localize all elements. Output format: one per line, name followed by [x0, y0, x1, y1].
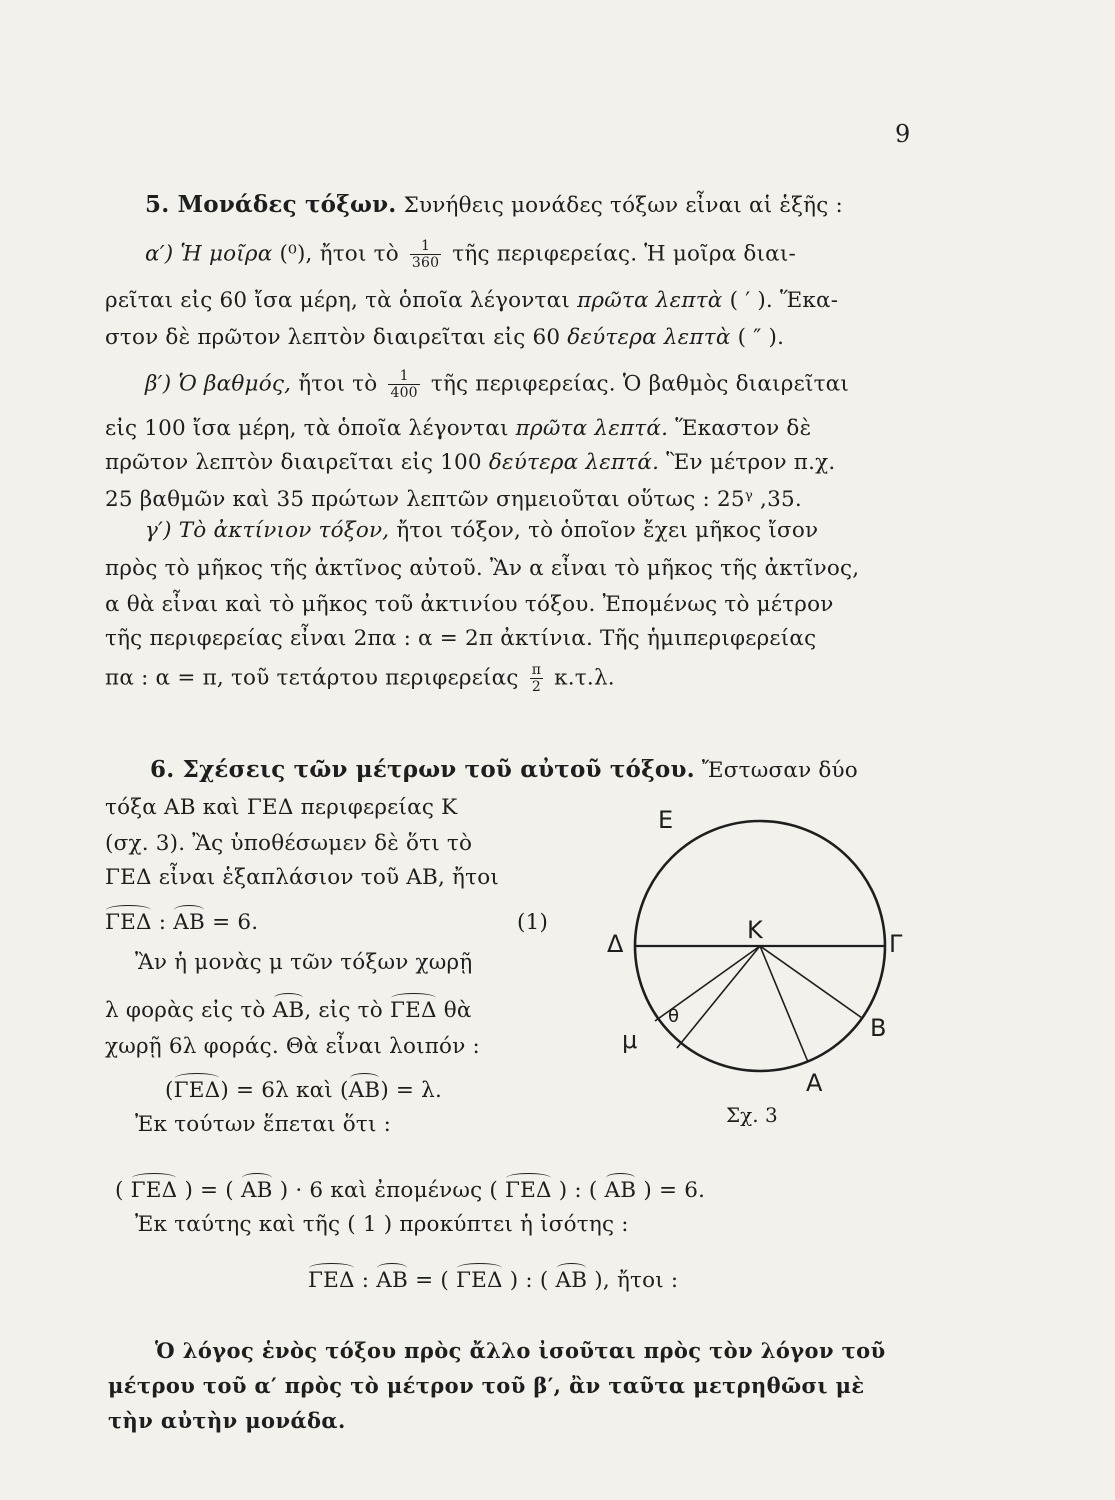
label-mu: μ	[622, 1026, 638, 1054]
fraction-pi-2: $\frac{\pi}{2}$	[531, 662, 542, 696]
section-6-line-1: 6. Σχέσεις τῶν μέτρων τοῦ αὐτοῦ τόξου. Ἔστωσαν δύο	[150, 756, 858, 783]
figure-3-diagram	[590, 800, 920, 1140]
label-E: Ε	[658, 806, 674, 834]
page-number: 9	[895, 120, 911, 148]
unit-grad-line-1: β′) Ὁ βαθμός, ἤτοι τὸ $\frac{1}{400}$ τῆς περιφερείας. Ὁ βαθμὸς διαιρεῖται	[145, 368, 850, 402]
section-6-line-4: ΓΕΔ εἶναι ἑξαπλάσιον τοῦ ΑΒ, ἤτοι	[105, 865, 500, 890]
equation-3: ( ΓΕΔ ) = ( ΑΒ ) · 6 καὶ ἐπομένως ( ΓΕΔ ) : ( ΑΒ ) = 6.	[115, 1178, 706, 1203]
section-5-intro: Συνήθεις μονάδες τόξων εἶναι αἱ ἑξῆς :	[403, 193, 843, 218]
section-6-line-8: χωρῇ 6λ φοράς. Θὰ εἶναι λοιπόν :	[105, 1034, 480, 1059]
section-5-heading: 5. Μονάδες τόξων.	[145, 191, 397, 218]
equation-1-tag: (1)	[517, 910, 549, 935]
figure-caption: Σχ. 3	[726, 1103, 778, 1127]
equation-4: ΓΕΔ : ΑΒ = ( ΓΕΔ ) : ( ΑΒ ), ἤτοι :	[308, 1268, 679, 1293]
unit-grad-line-3: πρῶτον λεπτὸν διαιρεῖται εἰς 100 δεύτερα λεπτά. Ἓν μέτρον π.χ.	[105, 450, 836, 475]
label-Delta-left: Δ	[607, 930, 624, 958]
conclusion: Ὁ λόγος ἑνὸς τόξου πρὸς ἄλλο ἰσοῦται πρὸς τὸν λόγον τοῦ μέτρου τοῦ α′ πρὸς τὸ μέτρον τοῦ β′, ἂν ταῦτα μετρηθῶσι μὲ τὴν αὐτὴν μονάδα.	[108, 1338, 886, 1433]
label-K: Κ	[747, 916, 763, 944]
fraction-1-400: $\frac{1}{400}$	[390, 368, 418, 402]
unit-radian-line-4: τῆς περιφερείας εἶναι 2πα : α = 2π ἀκτίνια. Τῆς ἡμιπεριφερείας	[105, 626, 817, 651]
section-6-line-3: (σχ. 3). Ἂς ὑποθέσωμεν δὲ ὅτι τὸ	[105, 831, 473, 856]
equation-2: (ΓΕΔ) = 6λ καὶ (ΑΒ) = λ.	[165, 1078, 443, 1103]
unit-radian-line-2: πρὸς τὸ μῆκος τῆς ἀκτῖνος αὐτοῦ. Ἂν α εἶναι τὸ μῆκος τῆς ἀκτῖνος,	[105, 556, 860, 581]
label-Gamma: Γ	[889, 930, 903, 958]
section-6-line-12: Ἐκ ταύτης καὶ τῆς ( 1 ) προκύπτει ἡ ἰσότης :	[135, 1212, 629, 1237]
label-B: Β	[870, 1014, 887, 1042]
unit-grad-line-4: 25 βαθμῶν καὶ 35 πρώτων λεπτῶν σημειοῦται οὕτως : 25ᵞ ,35.	[105, 487, 802, 512]
section-6-line-6: Ἂν ἡ μονὰς μ τῶν τόξων χωρῇ	[135, 950, 473, 975]
label-A: Α	[806, 1069, 823, 1097]
fraction-1-360: $\frac{1}{360}$	[411, 238, 440, 272]
section-6-line-2: τόξα ΑΒ καὶ ΓΕΔ περιφερείας Κ	[105, 795, 458, 820]
unit-degree-line-3: στον δὲ πρῶτον λεπτὸν διαιρεῖται εἰς 60 δεύτερα λεπτὰ ( ″ ).	[105, 325, 785, 350]
unit-degree-line-1: α′) Ἡ μοῖρα (⁰), ἤτοι τὸ $\frac{1}{360}$ τῆς περιφερείας. Ἡ μοῖρα διαι-	[145, 238, 796, 272]
section-6-line-7: λ φορὰς εἰς τὸ ΑΒ, εἰς τὸ ΓΕΔ θὰ	[105, 998, 472, 1023]
equation-1: ΓΕΔ : ΑΒ = 6. (1)	[105, 910, 549, 935]
unit-degree-line-2: ρεῖται εἰς 60 ἴσα μέρη, τὰ ὁποῖα λέγονται πρῶτα λεπτὰ ( ′ ). Ἕκα-	[105, 288, 839, 313]
label-theta: θ	[668, 1006, 680, 1027]
unit-radian-line-1: γ′) Τὸ ἀκτίνιον τόξον, ἤτοι τόξον, τὸ ὁποῖον ἔχει μῆκος ἴσον	[145, 518, 819, 543]
unit-grad-line-2: εἰς 100 ἴσα μέρη, τὰ ὁποῖα λέγονται πρῶτα λεπτά. Ἕκαστον δὲ	[105, 416, 812, 441]
section-5-line-1	[145, 193, 843, 217]
unit-radian-line-3: α θὰ εἶναι καὶ τὸ μῆκος τοῦ ἀκτινίου τόξου. Ἐπομένως τὸ μέτρον	[105, 592, 834, 617]
unit-radian-line-5: πα : α = π, τοῦ τετάρτου περιφερείας $\frac{\pi}{2}$ κ.τ.λ.	[105, 662, 615, 696]
section-6-line-10: Ἐκ τούτων ἕπεται ὅτι :	[135, 1112, 392, 1137]
section-6-heading: 6. Σχέσεις τῶν μέτρων τοῦ αὐτοῦ τόξου.	[150, 756, 695, 783]
